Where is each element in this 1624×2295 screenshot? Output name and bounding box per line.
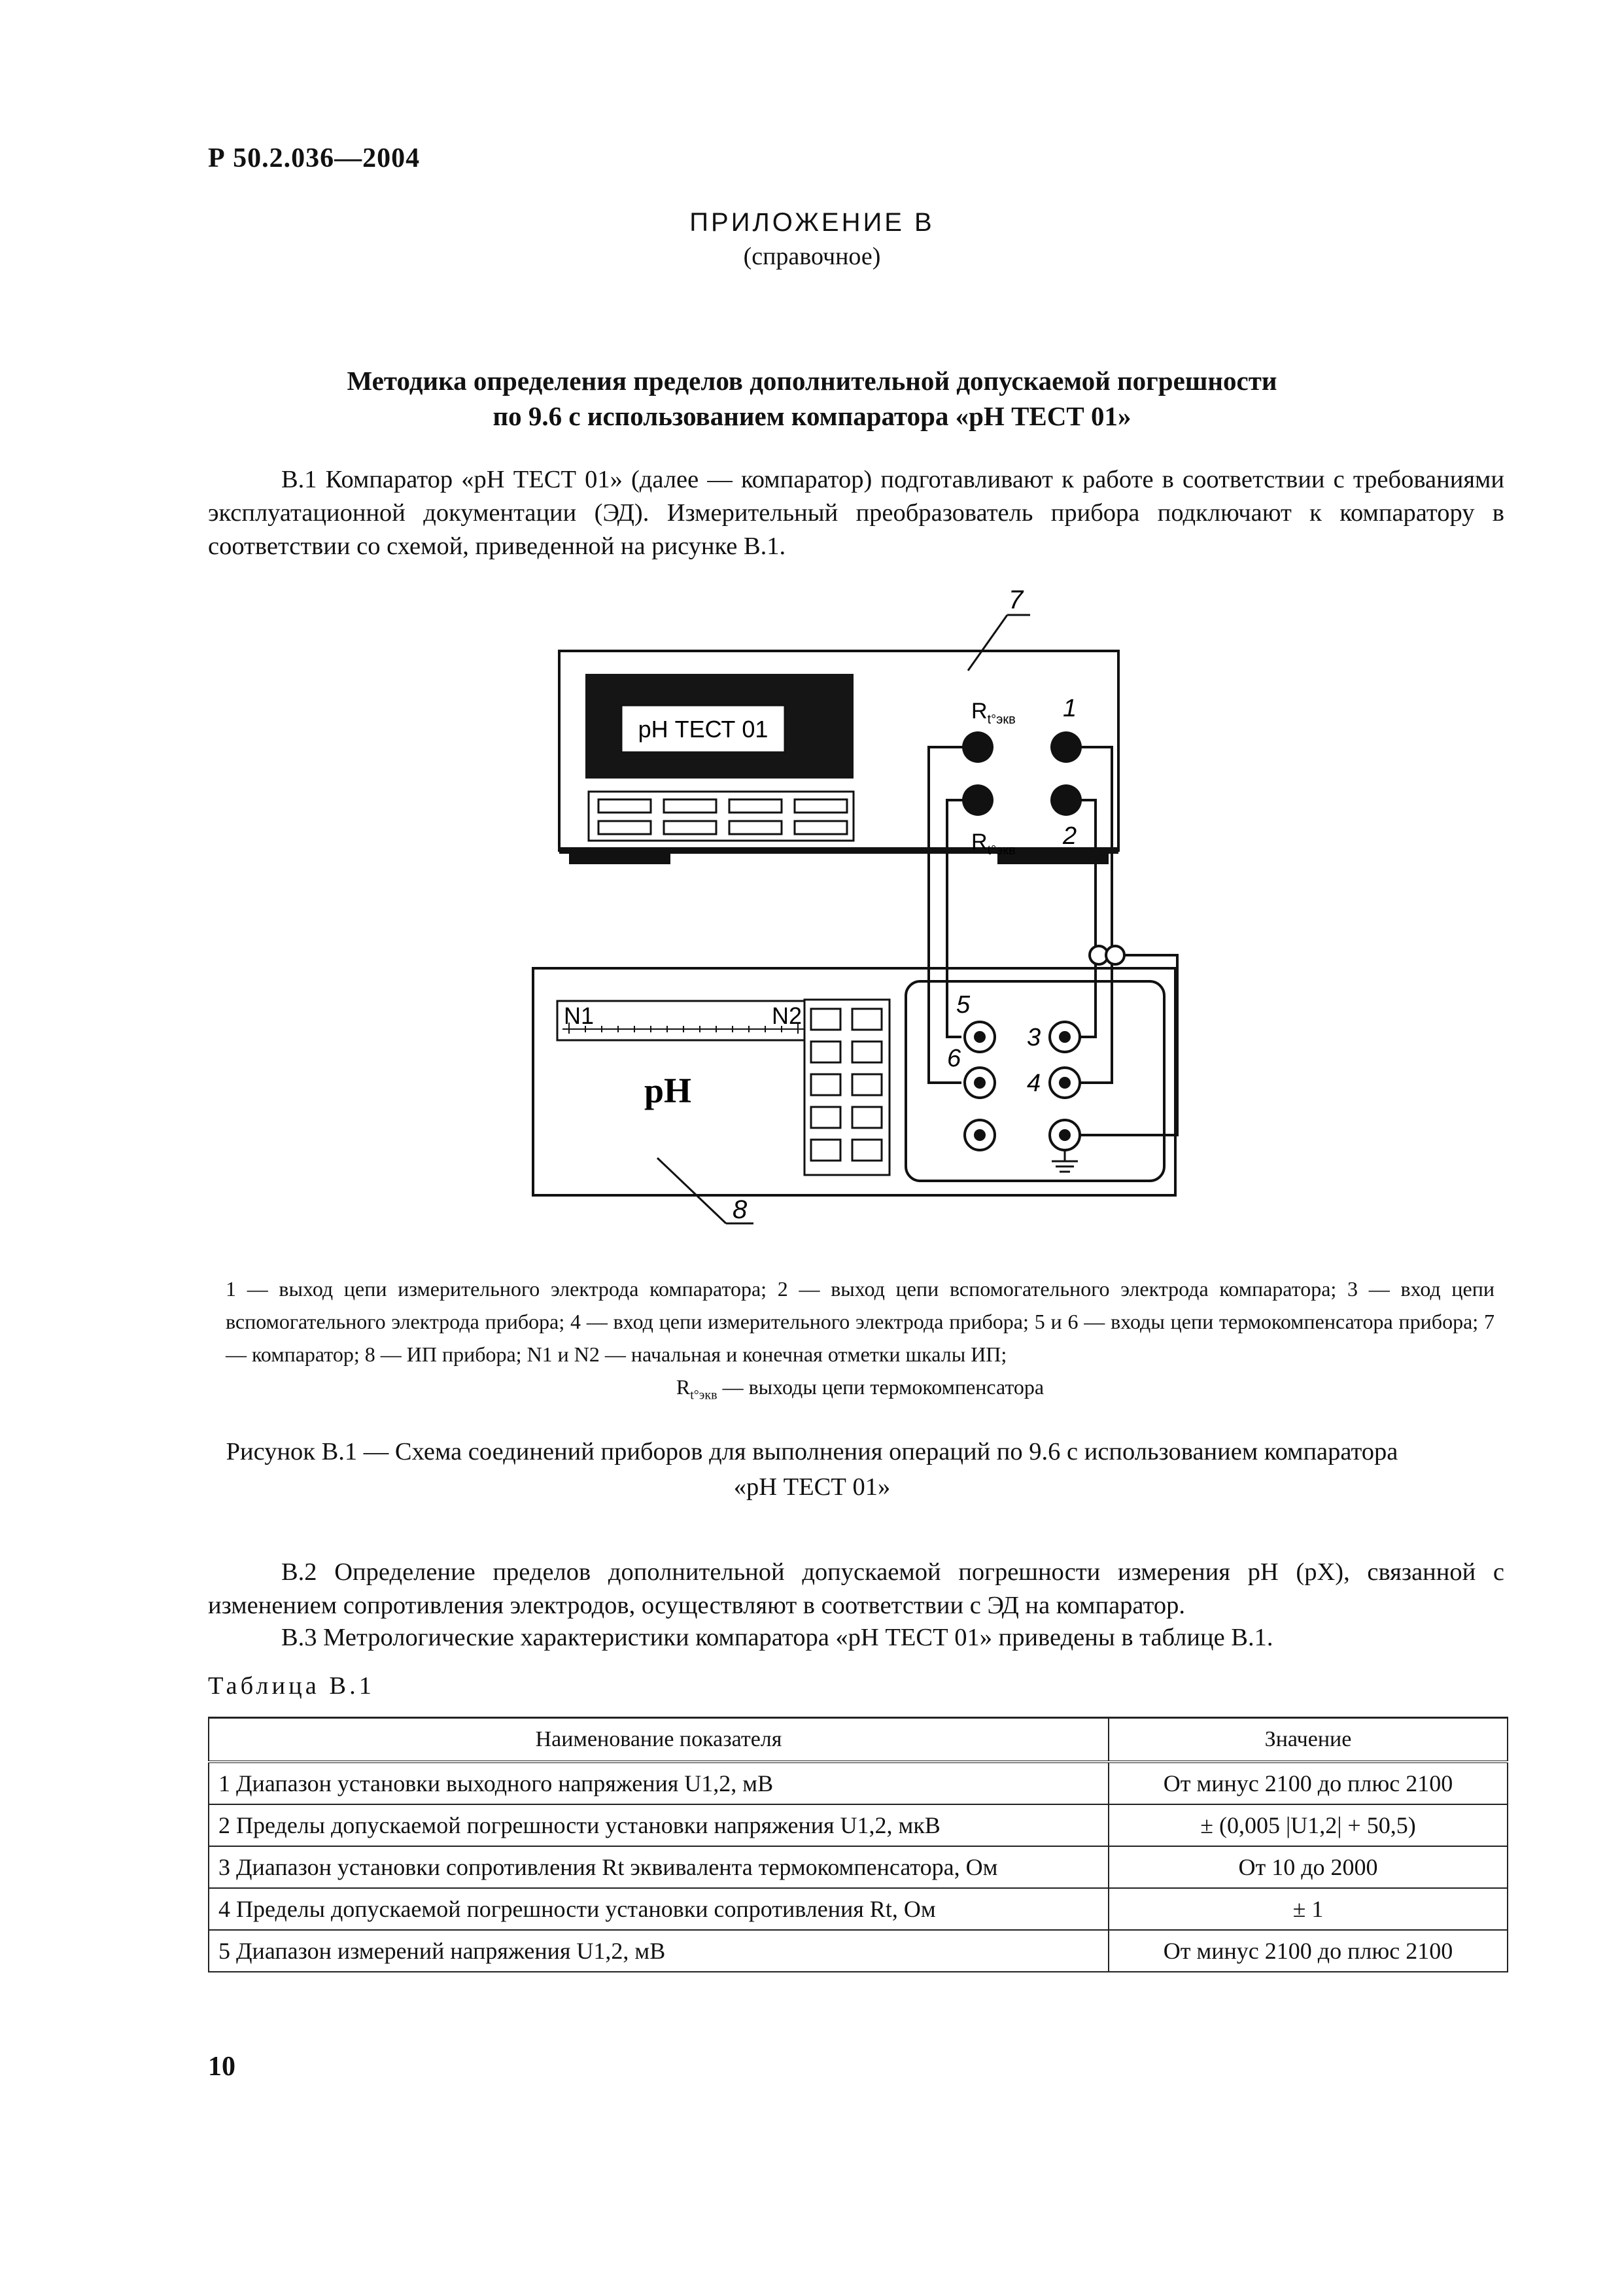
figure-title-line-2: «pH ТЕСТ 01»: [733, 1473, 891, 1501]
row-1-name: 1 Диапазон установки выходного напряжения U1,2, мВ: [209, 1762, 1109, 1804]
label-5: 5: [956, 991, 971, 1019]
document-code: Р 50.2.036—2004: [208, 143, 421, 173]
table-row: [209, 1930, 1508, 1972]
paragraph-b1-text: В.1 Компаратор «pH ТЕСТ 01» (далее — компаратор) подготавливают к работе в соответствии с требованиями эксплуатационной документации (ЭД). Измерительный преобразователь прибора подключают к компаратору в соответствии со схемой, приведенной на рисунке В.1.: [208, 466, 1504, 560]
table-row: [209, 1888, 1508, 1930]
comparator-device: [559, 586, 1118, 864]
row-1-value: От минус 2100 до плюс 2100: [1109, 1762, 1508, 1804]
label-3: 3: [1027, 1024, 1041, 1051]
row-3-value: От 10 до 2000: [1109, 1846, 1508, 1888]
table-row: [209, 1762, 1508, 1804]
label-4: 4: [1027, 1070, 1041, 1097]
page-number: 10: [208, 2052, 235, 2082]
label-1: 1: [1063, 695, 1077, 722]
row-4-name: 4 Пределы допускаемой погрешности установки сопротивления Rt, Ом: [209, 1888, 1109, 1930]
table-row: [209, 1846, 1508, 1888]
figure-legend-last-line: $R_{t^\circ экв}$ — выходы цепи термокомпенсатора: [676, 1375, 1045, 1403]
table-row: [209, 1804, 1508, 1846]
section-heading: [0, 363, 1624, 434]
section-heading-line-1: Методика определения пределов дополнительной допускаемой погрешности: [347, 366, 1277, 396]
row-5-value: От минус 2100 до плюс 2100: [1109, 1930, 1508, 1972]
connection-diagram: [510, 576, 1230, 1256]
characteristics-table: [208, 1717, 1508, 1972]
row-4-value: ± 1: [1109, 1888, 1508, 1930]
meter-device: [533, 968, 1175, 1224]
scale-n1: N1: [564, 1002, 595, 1029]
r-label-top: $R_{t^\circ экв}$: [971, 699, 1016, 727]
table-header-row: [209, 1718, 1508, 1762]
terminal-2: [1050, 784, 1082, 816]
section-heading-line-2: по 9.6 с использованием компаратора «pH ТЕСТ 01»: [492, 401, 1132, 431]
paragraph-b2: [208, 1556, 1504, 1622]
label-6: 6: [947, 1045, 961, 1072]
meter-ph-label: pH: [644, 1071, 692, 1110]
figure-legend-text: 1 — выход цепи измерительного электрода компаратора; 2 — выход цепи вспомогательного электрода компаратора; 3 — вход цепи вспомогательного электрода прибора; 4 — вход цепи измерительного электрода прибора; 5 и 6 — входы цепи термокомпенсатора прибора; 7 — компаратор; 8 — ИП прибора; N1 и N2 — начальная и конечная отметки шкалы ИП;: [226, 1277, 1494, 1366]
figure-legend: [226, 1272, 1494, 1411]
header-name: Наименование показателя: [209, 1718, 1109, 1762]
paragraph-b3-text: В.3 Метрологические характеристики компаратора «pH ТЕСТ 01» приведены в таблице В.1.: [281, 1624, 1273, 1651]
row-5-name: 5 Диапазон измерений напряжения U1,2, мВ: [209, 1930, 1109, 1972]
appendix-subtitle: (справочное): [743, 243, 881, 270]
figure-title-line-1: Рисунок В.1 — Схема соединений приборов для выполнения операций по 9.6 с использованием компаратора: [226, 1438, 1398, 1465]
paragraph-b3: [208, 1621, 1504, 1655]
meter-terminals: [965, 1022, 1080, 1172]
scale-n2: N2: [772, 1002, 803, 1029]
row-3-name: 3 Диапазон установки сопротивления Rt эквивалента термокомпенсатора, Ом: [209, 1846, 1109, 1888]
label-7: 7: [1009, 586, 1024, 614]
table-label: Таблица В.1: [208, 1672, 375, 1700]
paragraph-b1: [208, 463, 1504, 563]
label-8: 8: [733, 1195, 748, 1224]
paragraph-b2-text: В.2 Определение пределов дополнительной допускаемой погрешности измерения pH (pX), связанной с изменением сопротивления электродов, осуществляют в соответствии с ЭД на компаратор.: [208, 1558, 1504, 1619]
comparator-display-text: pH ТЕСТ 01: [638, 716, 769, 743]
row-2-value: ± (0,005 |U1,2| + 50,5): [1109, 1804, 1508, 1846]
r-label-bottom: $R_{t^\circ экв}$: [971, 830, 1016, 858]
ground-icon: [1052, 1150, 1078, 1172]
terminal-1: [1050, 731, 1082, 763]
figure-title: [0, 1434, 1624, 1505]
appendix-title: ПРИЛОЖЕНИЕ В: [689, 208, 935, 237]
label-2: 2: [1063, 822, 1077, 850]
row-2-name: 2 Пределы допускаемой погрешности установки напряжения U1,2, мкВ: [209, 1804, 1109, 1846]
header-value: Значение: [1109, 1718, 1508, 1762]
